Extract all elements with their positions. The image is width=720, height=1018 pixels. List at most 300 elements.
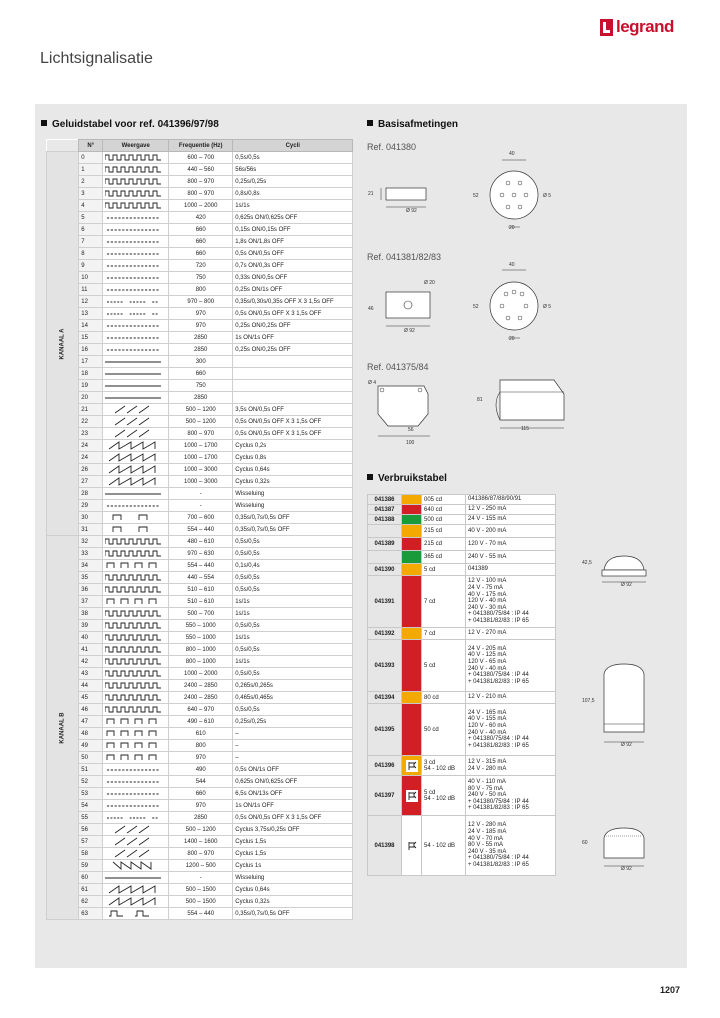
cycle-cell: 0,5s/0,5s (233, 584, 353, 596)
waveform-cell (103, 620, 169, 632)
sound-table-row (47, 392, 353, 404)
cycle-cell: – (233, 740, 353, 752)
consumption-color-swatch (402, 756, 422, 776)
waveform-cell (103, 596, 169, 608)
waveform-cell (103, 356, 169, 368)
waveform-dashgroup-icon (105, 297, 161, 306)
frequency-cell: 554 – 440 (169, 560, 233, 572)
sound-table-row (47, 344, 353, 356)
consumption-intensity: 54 - 102 dB (422, 816, 466, 876)
cycli-header: Cycli (233, 140, 353, 152)
row-number: 60 (79, 872, 103, 884)
row-number: 50 (79, 752, 103, 764)
waveform-path (105, 167, 161, 172)
waveform-cell (103, 236, 169, 248)
frequency-cell: 420 (169, 212, 233, 224)
row-number: 28 (79, 488, 103, 500)
consumption-color-swatch (402, 515, 422, 525)
sound-table-row (47, 680, 353, 692)
cycle-cell: 0,5s/0,5s (233, 536, 353, 548)
frequency-cell: 1400 – 1600 (169, 836, 233, 848)
frequency-cell: 800 – 970 (169, 188, 233, 200)
channel-b-label: KANAAL B (59, 711, 66, 744)
sound-table-row (47, 380, 353, 392)
frequency-cell: 660 (169, 224, 233, 236)
waveform-cell (103, 632, 169, 644)
sound-table-row (47, 284, 353, 296)
row-number: 49 (79, 740, 103, 752)
waveform-cell (103, 152, 169, 164)
row-number: 14 (79, 320, 103, 332)
waveform-square-icon (105, 585, 161, 594)
consumption-heading-text: Verbruikstabel (378, 473, 447, 484)
waveform-path (105, 683, 161, 688)
waveform-dashed-icon (105, 801, 161, 810)
legrand-logo-mark (600, 19, 613, 36)
consumption-color-swatch (402, 640, 422, 692)
waveform-dashed-icon (105, 213, 161, 222)
waveform-pulse2-icon (105, 525, 161, 534)
cycle-cell: 0,5s/0,5s (233, 668, 353, 680)
waveform-cell (103, 464, 169, 476)
sound-table-header-row (47, 140, 353, 152)
consumption-ref-empty (368, 551, 402, 564)
frequency-cell: 660 (169, 788, 233, 800)
waveform-cell (103, 380, 169, 392)
row-number: 53 (79, 788, 103, 800)
waveform-cell (103, 164, 169, 176)
consumption-color-swatch (402, 816, 422, 876)
waveform-path (115, 850, 149, 857)
frequency-cell: 500 – 1200 (169, 416, 233, 428)
cycle-cell: 56s/56s (233, 164, 353, 176)
consumption-description: 12 V - 280 mA 24 V - 185 mA 40 V - 70 mA 80 V - 55 mA 240 V - 35 mA + 041380/75/84 : IP 44 + 041381/82/83 : IP 65 (466, 816, 556, 876)
waveform-path (113, 862, 151, 869)
waveform-square-icon (105, 657, 161, 666)
row-number: 26 (79, 464, 103, 476)
r3-width-label: 100 (406, 440, 415, 446)
consumption-color-swatch (402, 692, 422, 704)
waveform-square-icon (105, 189, 161, 198)
consumption-heading (367, 473, 447, 484)
row-number: 54 (79, 800, 103, 812)
sound-table-heading (41, 119, 219, 130)
sound-table-row (47, 584, 353, 596)
waveform-path (105, 611, 161, 616)
consumption-color-swatch (402, 551, 422, 564)
waveform-cell (103, 524, 169, 536)
waveform-saw3-icon (105, 849, 161, 858)
siren-icon (406, 790, 418, 802)
waveform-cell (103, 908, 169, 920)
waveform-square-icon (105, 549, 161, 558)
cycle-cell: Cyclus 0,32s (233, 476, 353, 488)
sound-table-row (47, 848, 353, 860)
waveform-cell (103, 812, 169, 824)
cycle-cell: 0,5s ON/0,5s OFF X 3 1,5s OFF (233, 812, 353, 824)
row-number: 11 (79, 284, 103, 296)
row-number: 40 (79, 632, 103, 644)
frequency-cell: 720 (169, 260, 233, 272)
row-number: 32 (79, 536, 103, 548)
waveform-cell (103, 548, 169, 560)
consumption-row (368, 551, 556, 564)
sound-table-row (47, 476, 353, 488)
waveform-pulse4-icon (105, 717, 161, 726)
consumption-intensity: 80 cd (422, 692, 466, 704)
waveform-cell (103, 824, 169, 836)
row-number: 6 (79, 224, 103, 236)
frequency-cell: 1000 – 1700 (169, 452, 233, 464)
row-number: 22 (79, 416, 103, 428)
waveform-saw4-icon (105, 477, 161, 486)
frequency-cell: 800 – 970 (169, 428, 233, 440)
frequency-cell: 544 (169, 776, 233, 788)
waveform-cell (103, 536, 169, 548)
waveform-square-icon (105, 693, 161, 702)
cycle-cell: Wisseluing (233, 500, 353, 512)
waveform-path (109, 886, 155, 893)
row-number: 47 (79, 716, 103, 728)
frequency-cell: 490 (169, 764, 233, 776)
row-number: 21 (79, 404, 103, 416)
waveform-path (105, 539, 161, 544)
waveform-dashed-icon (105, 273, 161, 282)
cycle-cell: 0,265s/0,265s (233, 680, 353, 692)
sound-table-row (47, 704, 353, 716)
sound-table-row (47, 320, 353, 332)
consumption-ref: 041387 (368, 505, 402, 515)
waveform-path (105, 695, 161, 700)
row-number: 10 (79, 272, 103, 284)
row-number: 16 (79, 344, 103, 356)
waveform-path (105, 587, 161, 592)
cycle-cell: – (233, 728, 353, 740)
waveform-square-icon (105, 177, 161, 186)
waveform-line-icon (105, 489, 161, 498)
waveform-cell (103, 752, 169, 764)
waveform-cell (103, 740, 169, 752)
waveform-square-icon (105, 621, 161, 630)
consumption-ref: 041392 (368, 628, 402, 640)
ref-041380-side-drawing (376, 180, 432, 220)
waveform-path (109, 454, 155, 461)
sound-table-row (47, 512, 353, 524)
channel-b-cell (47, 536, 79, 920)
row-number: 15 (79, 332, 103, 344)
row-number: 13 (79, 308, 103, 320)
waveform-cell (103, 296, 169, 308)
waveform-pulse4-icon (105, 561, 161, 570)
row-number: 46 (79, 704, 103, 716)
row-number: 7 (79, 236, 103, 248)
row-number: 42 (79, 656, 103, 668)
sound-table-row (47, 176, 353, 188)
consumption-description: 40 V - 200 mA (466, 525, 556, 538)
consumption-intensity: 5 cd 54 - 102 dB (422, 776, 466, 816)
waveform-cell (103, 668, 169, 680)
waveform-cell (103, 440, 169, 452)
waveform-path (113, 527, 147, 532)
row-number: 63 (79, 908, 103, 920)
waveform-square-icon (105, 153, 161, 162)
waveform-line-icon (105, 369, 161, 378)
row-number: 33 (79, 548, 103, 560)
waveform-saw3-icon (105, 429, 161, 438)
waveform-saw3-icon (105, 837, 161, 846)
consumption-description: 041389 (466, 564, 556, 576)
frequency-cell: 800 – 1000 (169, 656, 233, 668)
cycle-cell: – (233, 752, 353, 764)
sound-table-row (47, 860, 353, 872)
cycle-cell: 0,5s ON/0,5s OFF X 3 1,5s OFF (233, 308, 353, 320)
waveform-saw3-icon (105, 825, 161, 834)
consumption-color-swatch (402, 704, 422, 756)
sound-table-row (47, 164, 353, 176)
waveform-path (105, 191, 161, 196)
waveform-cell (103, 272, 169, 284)
cycle-cell: Cyclus 0,2s (233, 440, 353, 452)
waveform-square-icon (105, 201, 161, 210)
sound-table-row (47, 440, 353, 452)
sound-table-row (47, 560, 353, 572)
frequency-cell: 800 (169, 740, 233, 752)
frequency-cell: 1000 – 3000 (169, 464, 233, 476)
waveform-path (105, 635, 161, 640)
waveform-revsaw-icon (105, 861, 161, 870)
frequency-cell: 800 – 970 (169, 848, 233, 860)
waveform-saw4-icon (105, 465, 161, 474)
waveform-path (109, 898, 155, 905)
ref-041380-top-drawing (484, 155, 550, 235)
row-number: 2 (79, 176, 103, 188)
cycle-cell: Cyclus 0,8s (233, 452, 353, 464)
consumption-row (368, 505, 556, 515)
cycle-cell: 0,5s/0,5s (233, 572, 353, 584)
consumption-color-swatch (402, 495, 422, 505)
waveform-square-icon (105, 681, 161, 690)
sound-table-row (47, 500, 353, 512)
row-number: 58 (79, 848, 103, 860)
ref-041375-front-drawing (484, 374, 574, 434)
frequency-cell: 500 – 1200 (169, 404, 233, 416)
cycle-cell: Cyclus 1,5s (233, 848, 353, 860)
waveform-cell (103, 344, 169, 356)
waveform-square-icon (105, 645, 161, 654)
waveform-cell (103, 656, 169, 668)
consumption-row (368, 640, 556, 692)
consumption-row (368, 515, 556, 525)
waveform-saw4-icon (105, 441, 161, 450)
consumption-description: 120 V - 70 mA (466, 538, 556, 551)
waveform-path (107, 755, 156, 760)
cycle-cell: 0,5s ON/0,5s OFF X 3 1,5s OFF (233, 416, 353, 428)
consumption-ref: 041393 (368, 640, 402, 692)
row-number: 30 (79, 512, 103, 524)
cycle-cell: 0,5s ON/1s OFF (233, 764, 353, 776)
waveform-path (115, 430, 149, 437)
cycle-cell: 0,5s/0,5s (233, 152, 353, 164)
waveform-cell (103, 644, 169, 656)
consumption-color-swatch (402, 576, 422, 628)
r1-width-label: Ø 92 (406, 208, 417, 214)
consumption-color-swatch (402, 538, 422, 551)
frequency-cell: 550 – 1000 (169, 632, 233, 644)
waveform-cell (103, 320, 169, 332)
waveform-cell (103, 248, 169, 260)
consumption-ref: 041398 (368, 816, 402, 876)
row-number: 41 (79, 644, 103, 656)
cycle-cell: 0,25s/0,25s (233, 716, 353, 728)
consumption-description: 24 V - 205 mA 40 V - 125 mA 120 V - 65 mA 240 V - 40 mA + 041380/75/84 : IP 44 + 041381/82/83 : IP 65 (466, 640, 556, 692)
waveform-path (107, 719, 156, 724)
waveform-dashgroup-icon (105, 813, 161, 822)
waveform-cell (103, 872, 169, 884)
frequency-cell: 510 – 610 (169, 596, 233, 608)
waveform-path (107, 743, 156, 748)
sound-table-row (47, 656, 353, 668)
row-number: 48 (79, 728, 103, 740)
r2-top-label: 40 (509, 262, 515, 268)
waveform-square-icon (105, 705, 161, 714)
sound-table-row (47, 740, 353, 752)
consumption-intensity: 365 cd (422, 551, 466, 564)
waveform-cell (103, 848, 169, 860)
sound-table-row (47, 668, 353, 680)
consumption-ref: 041391 (368, 576, 402, 628)
frequency-cell: 660 (169, 236, 233, 248)
frequency-cell: 2850 (169, 332, 233, 344)
cycle-cell: 0,35s/0,30s/0,35s OFF X 3 1,5s OFF (233, 296, 353, 308)
cycle-cell: 3,5s ON/0,5s OFF (233, 404, 353, 416)
consumption-color-swatch (402, 564, 422, 576)
r3-hole-label: Ø 4 (368, 380, 377, 386)
cycle-cell: 0,5s/0,5s (233, 548, 353, 560)
consumption-intensity: 500 cd (422, 515, 466, 525)
cycle-cell: 0,35s/0,7s/0,5s OFF (233, 512, 353, 524)
sound-table-row (47, 428, 353, 440)
sound-table-row (47, 248, 353, 260)
consumption-description: 24 V - 155 mA (466, 515, 556, 525)
waveform-square-icon (105, 165, 161, 174)
consumption-ref: 041397 (368, 776, 402, 816)
cycle-cell: 0,25s ON/0,25s OFF (233, 320, 353, 332)
frequency-cell: 610 (169, 728, 233, 740)
cycle-cell: Cyclus 3,75s/0,25s OFF (233, 824, 353, 836)
consumption-description: 24 V - 165 mA 40 V - 155 mA 120 V - 60 mA 240 V - 40 mA + 041380/75/84 : IP 44 + 041381/82/83 : IP 65 (466, 704, 556, 756)
waveform-dashgroup-icon (105, 309, 161, 318)
consumption-intensity: 7 cd (422, 576, 466, 628)
waveform-pulse2-icon (105, 513, 161, 522)
cycle-cell: 0,625s ON/0,625s OFF (233, 776, 353, 788)
frequency-cell: 300 (169, 356, 233, 368)
sound-table-row (47, 872, 353, 884)
cycle-cell: 1s ON/1s OFF (233, 332, 353, 344)
cycle-cell: 0,5s/0,5s (233, 620, 353, 632)
row-number: 1 (79, 164, 103, 176)
waveform-path (115, 418, 149, 425)
waveform-cell (103, 260, 169, 272)
sound-table-heading-text: Geluidstabel voor ref. 041396/97/98 (52, 119, 219, 130)
waveform-saw4-icon (105, 453, 161, 462)
waveform-cell (103, 788, 169, 800)
sound-table-row (47, 488, 353, 500)
row-number: 51 (79, 764, 103, 776)
consumption-row (368, 538, 556, 551)
sound-table-row (47, 596, 353, 608)
siren-icon (406, 760, 418, 772)
cycle-cell: 0,465s/0,465s (233, 692, 353, 704)
waveform-cell (103, 728, 169, 740)
sound-table-row (47, 788, 353, 800)
row-number: 36 (79, 584, 103, 596)
frequency-cell: 800 – 970 (169, 176, 233, 188)
waveform-path (105, 659, 161, 664)
cycle-cell: 1,8s ON/1,8s OFF (233, 236, 353, 248)
waveform-pulse4-icon (105, 729, 161, 738)
waveform-path (105, 155, 161, 160)
consumption-ref: 041394 (368, 692, 402, 704)
waveform-cell (103, 860, 169, 872)
consumption-description: 041386/87/88/90/91 (466, 495, 556, 505)
cycle-cell: 0,5s/0,5s (233, 704, 353, 716)
row-number: 59 (79, 860, 103, 872)
row-number: 12 (79, 296, 103, 308)
product-tall-beacon-drawing (590, 658, 660, 750)
waveform-cell (103, 176, 169, 188)
frequency-cell: 970 – 630 (169, 548, 233, 560)
frequency-cell: 700 – 600 (169, 512, 233, 524)
waveform-path (105, 203, 161, 208)
sound-table-row (47, 260, 353, 272)
r1-side-label: 52 (473, 193, 479, 199)
waveform-cell (103, 428, 169, 440)
sound-table-row (47, 776, 353, 788)
sound-table-row (47, 152, 353, 164)
row-number: 35 (79, 572, 103, 584)
consumption-intensity: 5 cd (422, 640, 466, 692)
ref-041375-label: Ref. 041375/84 (367, 362, 429, 372)
waveform-dashed-icon (105, 789, 161, 798)
fig1-width-label: Ø 92 (621, 582, 632, 588)
sound-table-row (47, 716, 353, 728)
sound-table-row (47, 824, 353, 836)
waveform-path (115, 838, 149, 845)
cycle-cell: 0,25s ON/0,25s OFF (233, 344, 353, 356)
cycle-cell: 0,5s ON/0,5s OFF X 3 1,5s OFF (233, 428, 353, 440)
frequency-cell: 750 (169, 380, 233, 392)
siren-icon (406, 840, 418, 852)
frequency-cell: 2850 (169, 812, 233, 824)
row-number: 9 (79, 260, 103, 272)
frequency-cell: 490 – 610 (169, 716, 233, 728)
waveform-cell (103, 716, 169, 728)
cycle-cell (233, 368, 353, 380)
row-number: 43 (79, 668, 103, 680)
cycle-cell: 0,15s ON/0,15s OFF (233, 224, 353, 236)
consumption-description: 12 V - 210 mA (466, 692, 556, 704)
frequency-cell: 1000 – 3000 (169, 476, 233, 488)
consumption-ref-empty (368, 525, 402, 538)
cycle-cell (233, 392, 353, 404)
waveform-path (105, 551, 161, 556)
frequency-cell: 600 – 700 (169, 152, 233, 164)
waveform-cell (103, 392, 169, 404)
cycle-cell: 0,7s ON/0,3s OFF (233, 260, 353, 272)
waveform-cell (103, 188, 169, 200)
sound-table-row (47, 692, 353, 704)
fig1-height-label: 42,5 (582, 560, 592, 566)
